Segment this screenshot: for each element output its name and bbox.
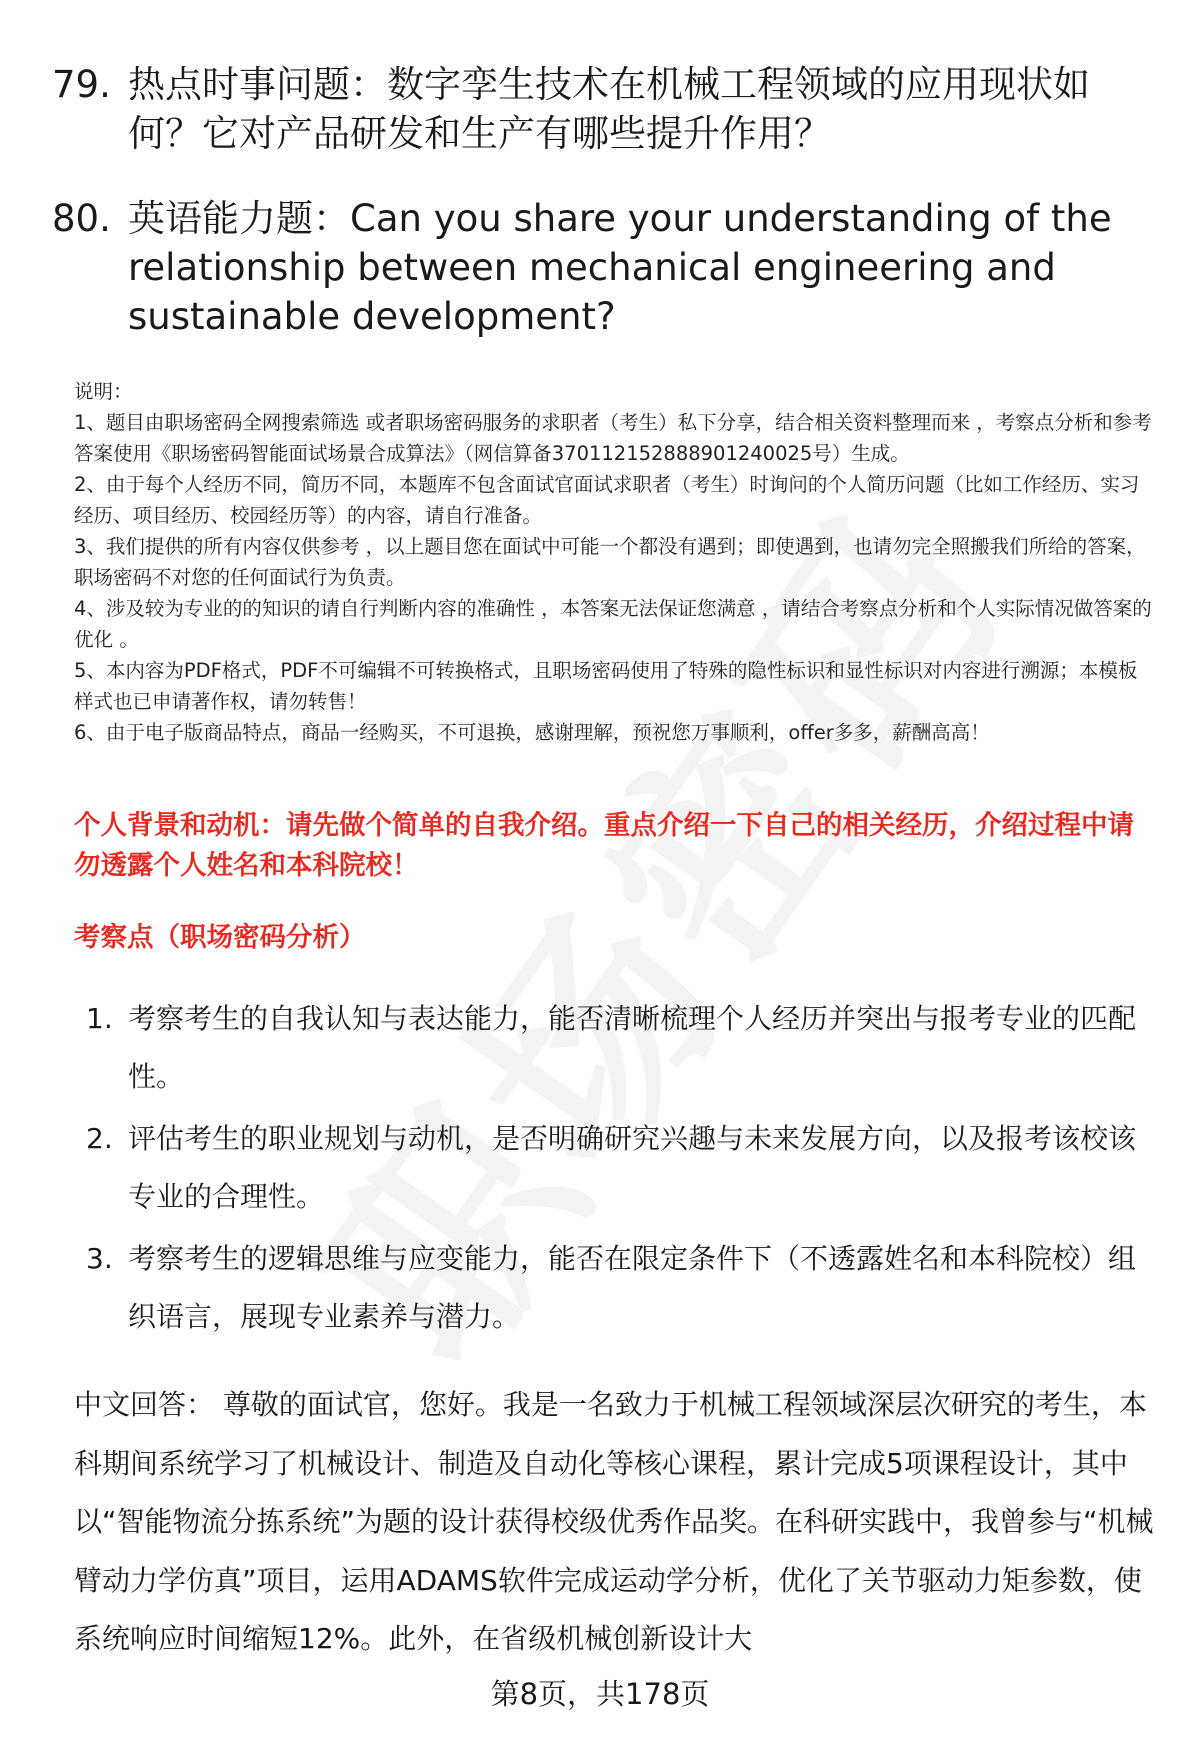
analysis-item-text: 评估考生的职业规划与动机，是否明确研究兴趣与未来发展方向，以及报考该校该专业的合理性。: [128, 1122, 1137, 1213]
note-item: 4、涉及较为专业的的知识的请自行判断内容的准确性 ，本答案无法保证您满意 ，请结合考察点分析和个人实际情况做答案的优化 。: [74, 597, 1152, 651]
question-number: 79.: [52, 63, 111, 106]
analysis-item: [86, 1110, 1146, 1226]
analysis-item-number: 3.: [86, 1242, 113, 1275]
note-item: 6、由于电子版商品特点，商品一经购买，不可退换，感谢理解，预祝您万事顺利，offer多多，薪酬高高！: [74, 721, 990, 744]
note-item: 5、本内容为PDF格式，PDF不可编辑不可转换格式，且职场密码使用了特殊的隐性标识和显性标识对内容进行溯源；本模板样式也已申请著作权，请勿转售！: [74, 659, 1138, 713]
motivation-prompt: 个人背景和动机：请先做个简单的自我介绍。重点介绍一下自己的相关经历，介绍过程中请勿透露个人姓名和本科院校！: [74, 810, 1134, 881]
question-80: [52, 194, 1152, 341]
notes-title: 说明：: [74, 380, 133, 403]
notes-section: [74, 376, 1154, 748]
analysis-item-text: 考察考生的逻辑思维与应变能力，能否在限定条件下（不透露姓名和本科院校）组织语言，展现专业素养与潜力。: [128, 1242, 1137, 1333]
analysis-item-text: 考察考生的自我认知与表达能力，能否清晰梳理个人经历并突出与报考专业的匹配性。: [128, 1002, 1137, 1093]
analysis-item: [86, 990, 1146, 1106]
note-item: 2、由于每个人经历不同，简历不同，本题库不包含面试官面试求职者（考生）时询问的个人简历问题（比如工作经历、实习经历、项目经历、校园经历等）的内容，请自行准备。: [74, 473, 1140, 527]
analysis-item-number: 2.: [86, 1122, 113, 1155]
note-item: 1、题目由职场密码全网搜索筛选 或者职场密码服务的求职者（考生）私下分享，结合相关资料整理而来 ，考察点分析和参考答案使用《职场密码智能面试场景合成算法》（网信算备370112152888901240025号）生成。: [74, 411, 1152, 465]
answer-text: 中文回答： 尊敬的面试官，您好。我是一名致力于机械工程领域深层次研究的考生，本科期间系统学习了机械设计、制造及自动化等核心课程，累计完成5项课程设计，其中以“智能物流分拣系统”为题的设计获得校级优秀作品奖。在科研实践中，我曾参与“机械臂动力学仿真”项目，运用ADAMS软件完成运动学分析，优化了关节驱动力矩参数，使系统响应时间缩短12%。此外，在省级机械创新设计大: [74, 1388, 1154, 1655]
question-79: [52, 60, 1152, 158]
note-item: 3、我们提供的所有内容仅供参考 ，以上题目您在面试中可能一个都没有遇到；即使遇到，也请勿完全照搬我们所给的答案，职场密码不对您的任何面试行为负责。: [74, 535, 1146, 589]
analysis-item-number: 1.: [86, 1002, 113, 1035]
analysis-item: [86, 1230, 1146, 1346]
analysis-title: 考察点（职场密码分析）: [74, 922, 366, 953]
question-text: 热点时事问题：数字孪生技术在机械工程领域的应用现状如何？它对产品研发和生产有哪些提升作用？: [128, 63, 1090, 155]
page-footer: 第8页，共178页: [490, 1677, 710, 1711]
analysis-list: [86, 990, 1146, 1350]
question-text: 英语能力题：Can you share your understanding of the relationship between mechanical engineering and sustainable development?: [128, 197, 1112, 338]
question-number: 80.: [52, 197, 111, 240]
